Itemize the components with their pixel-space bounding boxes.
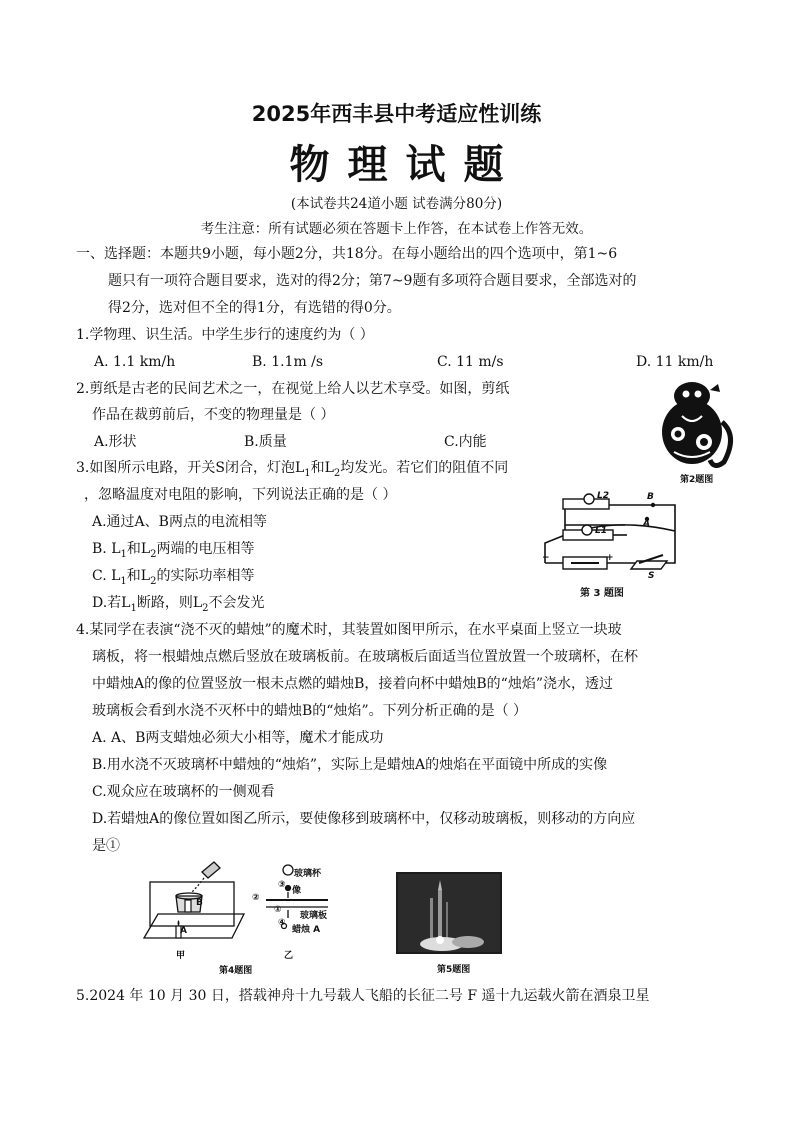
sub-1: 1 [120,548,127,560]
q4-label-n2: ② [252,893,260,903]
q4-option-d-2: 是① [92,838,120,854]
q4-label-n3: ③ [278,880,286,890]
sub-1: 1 [120,575,127,587]
exam-subtitle: (本试卷共24道小题 试卷满分80分) [290,196,503,212]
q4-line-2: 璃板，将一根蜡烛点燃后竖放在玻璃板前。在玻璃板后面适当位置放置一个玻璃杯，在杯 [92,649,638,665]
q3-b-pre: B. L [92,541,121,557]
q1-option-b: B. 1.1m /s [252,354,324,370]
q4-line-1: 4.某同学在表演“浇不灭的蜡烛”的魔术时，其装置如图甲所示，在水平桌面上竖立一块玻 [76,622,622,638]
section1-line3: 得2分，选对但不全的得1分，有选错的得0分。 [108,300,401,316]
sub-2: 2 [150,548,157,560]
q3-option-a: A.通过A、B两点的电流相等 [92,514,267,530]
papercut-figure [652,372,742,472]
q3-label-s: S [648,571,655,581]
q2-option-c: C.内能 [444,434,487,450]
q4-label-cup: 玻璃杯 [294,869,322,879]
q4-label-n4: ④ [278,918,286,928]
q3-stem-1 [76,459,508,483]
q3-c-pre: C. L [92,568,121,584]
q3-label-l1: L1 [595,526,607,536]
section1-line2: 题只有一项符合题目要求，选对的得2分；第7~9题有多项符合题目要求，全部选对的 [108,273,637,289]
q1-option-c: C. 11 m/s [437,354,504,370]
q3-d-mid: 断路，则L [136,595,203,611]
q2-option-a: A.形状 [94,434,137,450]
q3-stem-1-mid: 和L [310,460,334,476]
q5-figure-caption: 第5题图 [437,965,471,975]
q3-c-mid: 和L [126,568,151,584]
q3-stem-1-pre: 3.如图所示电路，开关S闭合，灯泡L [76,460,305,476]
subject-title: 物理试题 [289,142,522,188]
q4-label-n1: ① [274,905,282,915]
q4-label-image: 像 [292,886,302,896]
q4-label-b: B [196,898,203,908]
q3-option-c [92,567,254,591]
q3-c-post: 的实际功率相等 [156,568,255,584]
q3-label-a: A [643,519,650,529]
q3-label-b: B [647,492,654,502]
sub-2: 2 [150,575,157,587]
q3-b-post: 两端的电压相等 [156,541,255,557]
sub-1: 1 [304,467,311,479]
q4-label-a: A [180,926,187,936]
q3-stem-2: ，忽略温度对电阻的影响，下列说法正确的是（ ） [84,487,397,503]
q3-label-minus: − [542,553,550,563]
q4-option-a: A. A、B两支蜡烛必须大小相等，魔术才能成功 [92,730,384,746]
q2-figure-caption: 第2题图 [680,475,714,485]
q1-option-d: D. 11 km/h [636,354,714,370]
sub-2: 2 [333,467,341,479]
q1-option-a: A. 1.1 km/h [94,354,176,370]
q4-fig-yi-label: 乙 [284,951,294,961]
q3-label-l2: L2 [597,491,609,501]
q3-d-pre: D.若L [92,595,131,611]
q3-label-plus: + [606,553,614,563]
q5-line-1: 5.2024 年 10 月 30 日，搭载神舟十九号载人飞船的长征二号 F 遥十九运载火箭在酒泉卫星 [76,988,650,1004]
section1-line1: 一、选择题：本题共9小题，每小题2分，共18分。在每小题给出的四个选项中，第1~6 [76,246,618,262]
sub-2: 2 [202,602,209,614]
q4-label-candle: 蜡烛 A [292,925,321,935]
rocket-launch-photo [396,872,502,954]
exam-title: 2025年西丰县中考适应性训练 [251,102,542,126]
q2-stem-1: 2.剪纸是古老的民间艺术之一，在视觉上给人以艺术享受。如图，剪纸 [76,381,510,397]
q3-option-b [92,540,255,564]
sub-1: 1 [130,602,137,614]
q2-stem-2: 作品在裁剪前后，不变的物理量是（ ） [92,407,335,423]
q4-fig-jia-label: 甲 [176,951,186,961]
q3-b-mid: 和L [126,541,151,557]
q4-line-4: 玻璃板会看到水浇不灭杯中的蜡烛B的“烛焰”。下列分析正确的是（ ） [92,703,528,719]
q4-label-glass: 玻璃板 [300,911,328,921]
q4-option-c: C.观众应在玻璃杯的一侧观看 [92,784,275,800]
circuit-figure [535,485,695,585]
q3-option-d [92,594,265,618]
q4-figure-caption: 第4题图 [219,966,253,976]
q3-stem-1-post: 均发光。若它们的阻值不同 [340,460,509,476]
q3-figure-caption: 第 3 题图 [580,588,624,599]
q2-option-b: B.质量 [244,434,287,450]
q1-stem: 1.学物理、识生活。中学生步行的速度约为（ ） [76,327,374,343]
q3-d-post: 不会发光 [208,595,265,611]
q4-line-3: 中蜡烛A的像的位置竖放一根未点燃的蜡烛B，接着向杯中蜡烛B的“烛焰”浇水，透过 [92,676,613,692]
exam-notice: 考生注意：所有试题必须在答题卡上作答，在本试卷上作答无效。 [200,221,593,237]
candle-setup-figure [140,856,250,946]
q4-option-b: B.用水浇不灭玻璃杯中蜡烛的“烛焰”，实际上是蜡烛A的烛焰在平面镜中所成的实像 [92,757,608,773]
q4-option-d-1: D.若蜡烛A的像位置如图乙所示，要使像移到玻璃杯中，仅移动玻璃板，则移动的方向应 [92,811,636,827]
